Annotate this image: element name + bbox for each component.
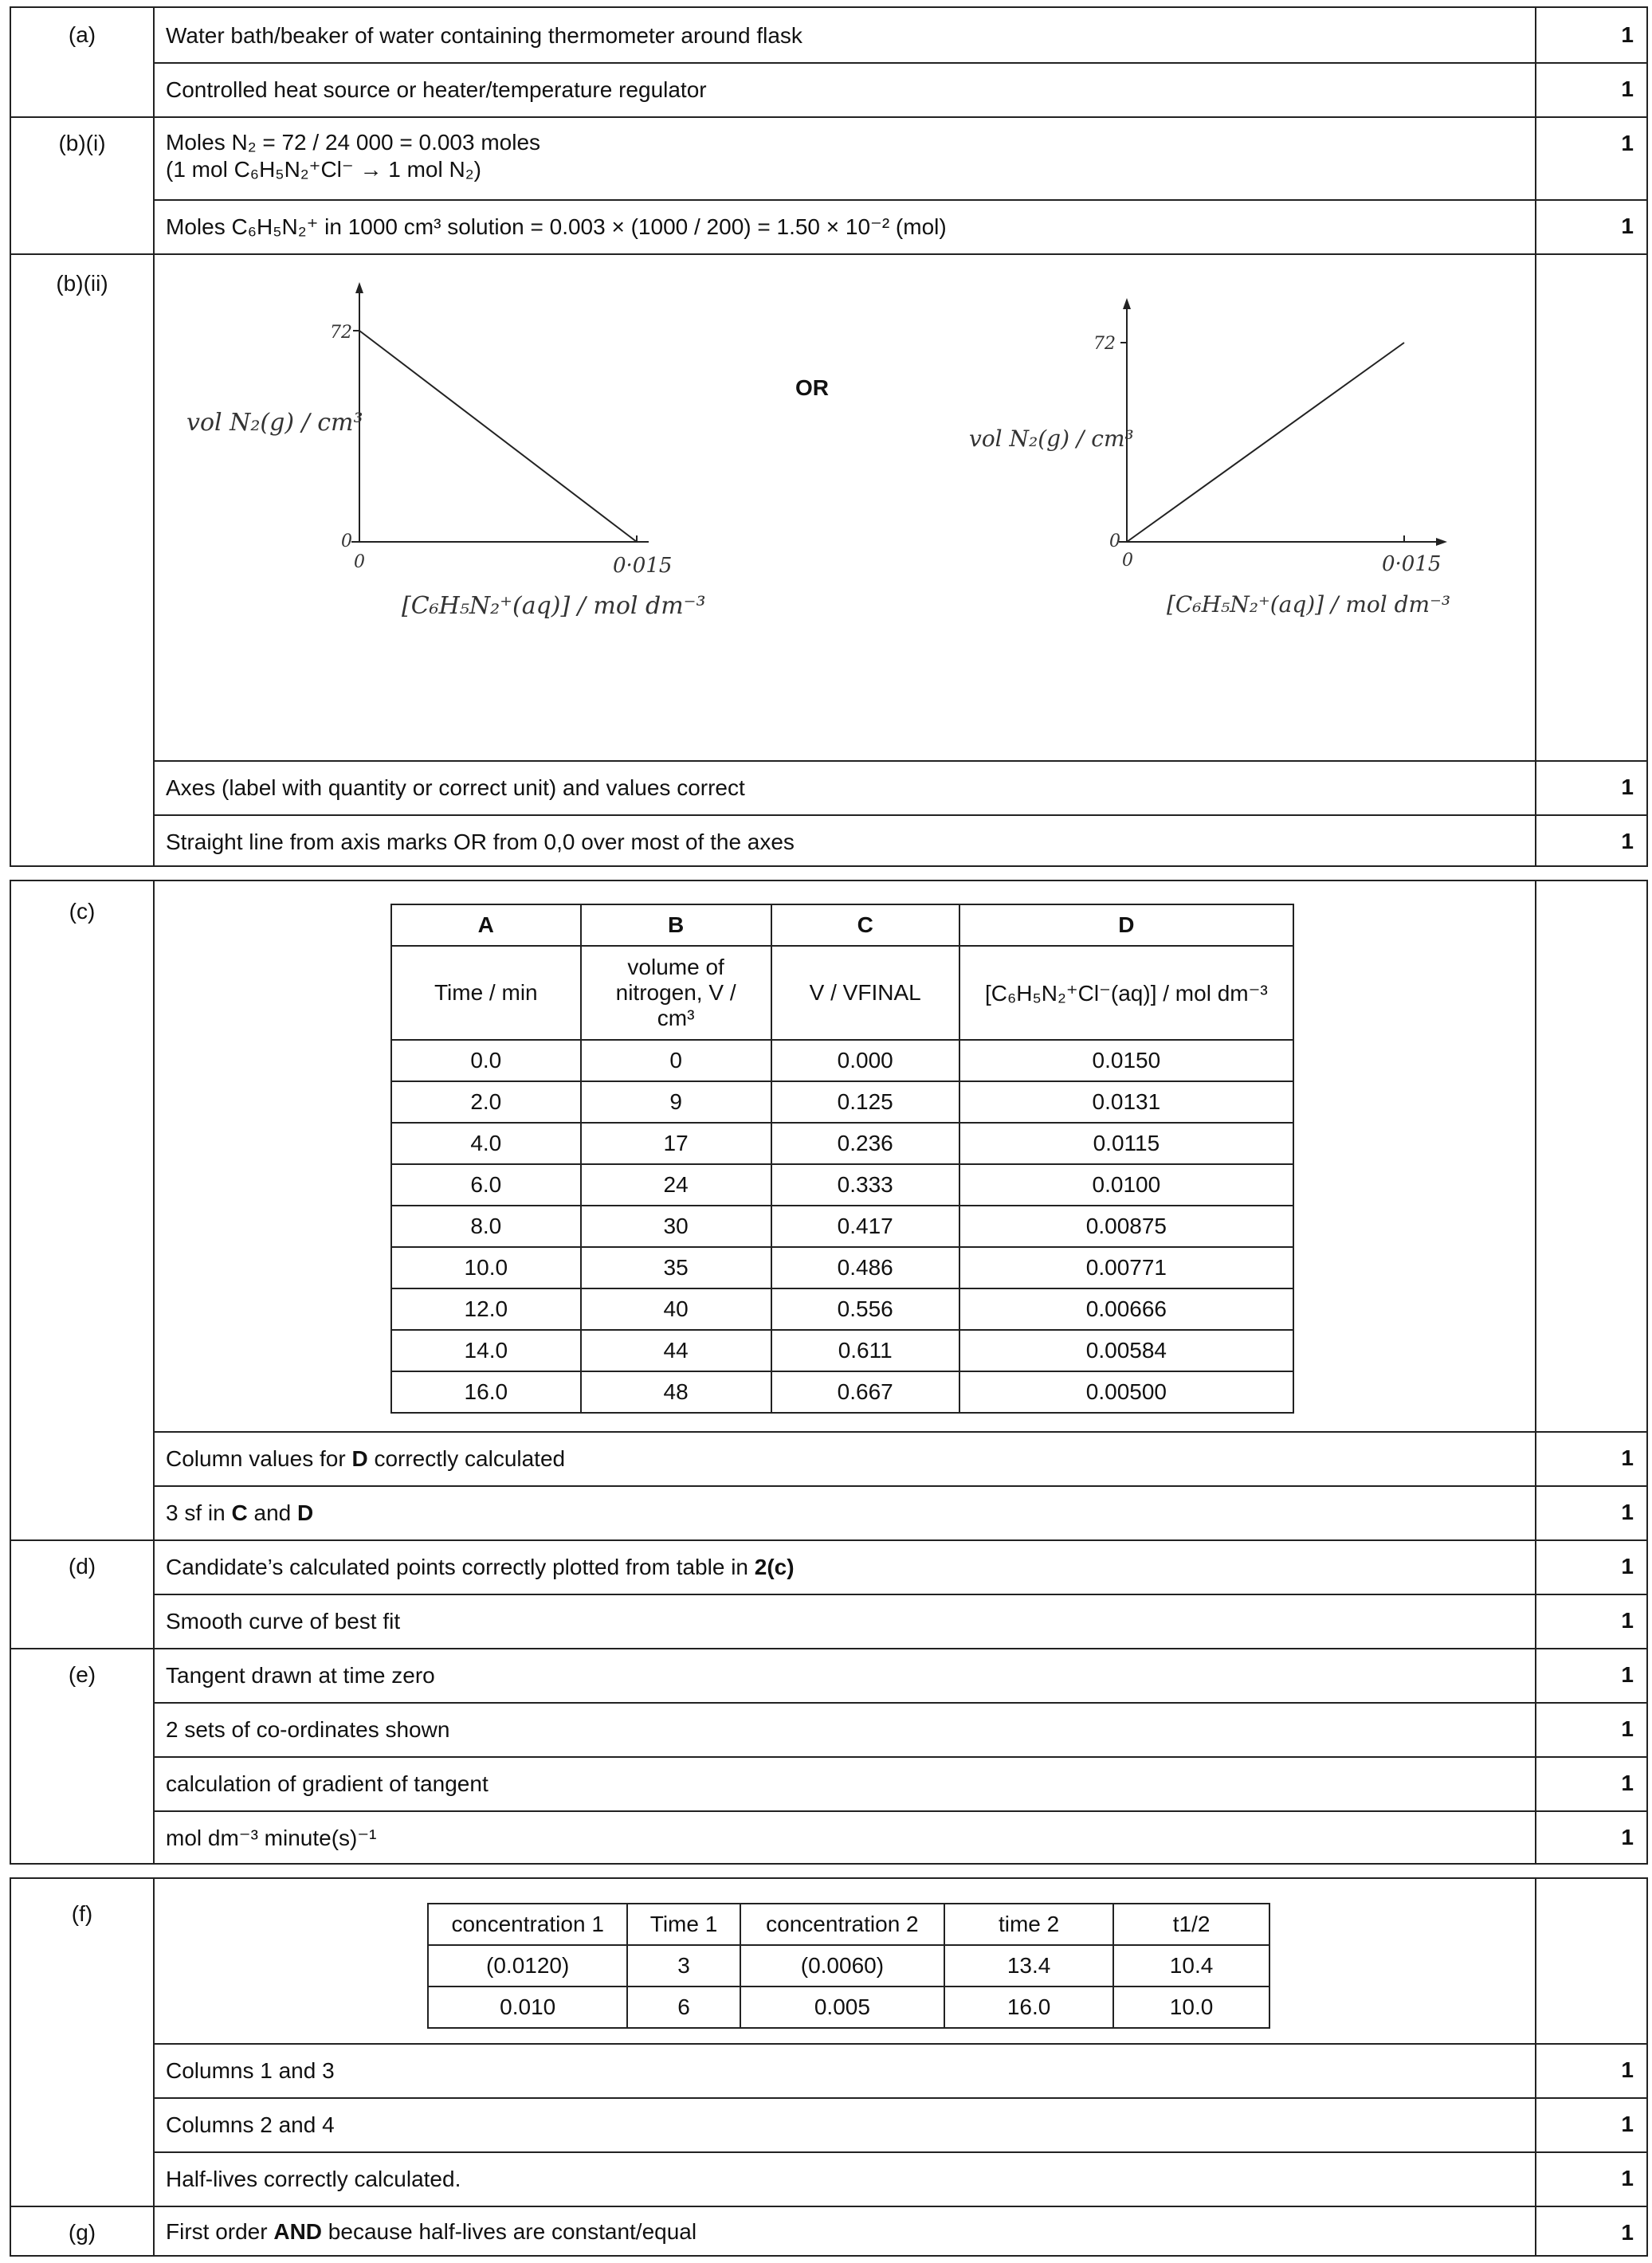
mark-value: 1 <box>1621 76 1634 101</box>
answer-part: Column values for <box>166 1446 352 1471</box>
answer-part: D <box>351 1446 368 1471</box>
table-cell: 10.0 <box>1113 1986 1269 2028</box>
answer-part: 2(c) <box>754 1555 795 1579</box>
answer-text: Columns 2 and 4 <box>166 2112 335 2137</box>
table-cell: 35 <box>581 1247 771 1288</box>
answer-part: Straight line from axis marks OR from 0,0 over most of the axes <box>166 830 795 854</box>
table-cell: 30 <box>581 1206 771 1247</box>
table-cell: 16.0 <box>391 1371 581 1413</box>
mark-value: 1 <box>1621 1771 1634 1795</box>
part-label-f: (f) <box>71 1901 93 1926</box>
answer-text: Axes (label with quantity or correct unit) and values correct <box>166 775 745 800</box>
row-divider <box>153 760 1646 762</box>
y-axis-label: vol N₂(g) / cm³ <box>186 409 363 437</box>
row-divider <box>153 2097 1646 2099</box>
table-cell: 9 <box>581 1081 771 1123</box>
table-cell: 16.0 <box>944 1986 1113 2028</box>
answer-part: correctly calculated <box>367 1446 566 1471</box>
table-cell: 0.0100 <box>959 1164 1293 1206</box>
column-divider <box>153 8 155 865</box>
table-row <box>391 1247 1293 1288</box>
section-divider <box>11 253 1646 255</box>
mark-value: 1 <box>1621 1445 1634 1470</box>
column-divider <box>153 1879 155 2255</box>
x-axis-label: [C₆H₅N₂⁺(aq)] / mol dm⁻³ <box>1167 591 1451 618</box>
column-divider <box>1535 881 1536 1863</box>
table-cell: 0.00875 <box>959 1206 1293 1247</box>
section-divider <box>11 2206 1646 2207</box>
table-cell: 17 <box>581 1123 771 1164</box>
part-label-d: (d) <box>68 1554 96 1579</box>
part-label-b-i: (b)(i) <box>58 131 106 155</box>
x-tick-label: 0·015 <box>613 554 673 578</box>
part-label-e: (e) <box>68 1662 96 1687</box>
answer-text <box>166 1445 565 1473</box>
table-cell: 6 <box>627 1986 740 2028</box>
x-origin-label: 0 <box>354 552 365 572</box>
mark-value: 1 <box>1621 1716 1634 1741</box>
table-cell: 2.0 <box>391 1081 581 1123</box>
table-cell: 24 <box>581 1164 771 1206</box>
mark-value: 1 <box>1621 2112 1634 2136</box>
table-row <box>428 1945 1269 1986</box>
answer-part: 3 sf in <box>166 1500 232 1525</box>
table-cell: 0.236 <box>771 1123 959 1164</box>
table-row <box>391 1164 1293 1206</box>
table-cell: 4.0 <box>391 1123 581 1164</box>
row-divider <box>153 62 1646 64</box>
table-cell: 0.0150 <box>959 1040 1293 1081</box>
answer-text: calculation of gradient of tangent <box>166 1771 489 1796</box>
answer-text: 2 sets of co-ordinates shown <box>166 1717 450 1742</box>
answer-text: Moles C₆H₅N₂⁺ in 1000 cm³ solution = 0.003 × (1000 / 200) = 1.50 × 10⁻² (mol) <box>166 214 947 239</box>
column-subheader: V / VFINAL <box>771 946 959 1040</box>
x-axis-label: [C₆H₅N₂⁺(aq)] / mol dm⁻³ <box>402 592 706 620</box>
row-divider <box>153 2043 1646 2045</box>
mark-value: 1 <box>1621 1662 1634 1687</box>
table-cell: 0.486 <box>771 1247 959 1288</box>
table-cell: 13.4 <box>944 1945 1113 1986</box>
table-cell: (0.0120) <box>428 1945 627 1986</box>
answer-part: Candidate’s calculated points correctly plotted from table in <box>166 1555 755 1579</box>
table-row <box>391 1206 1293 1247</box>
table-cell: (0.0060) <box>740 1945 944 1986</box>
y-tick-label: 72 <box>330 323 352 343</box>
answer-part: D <box>297 1500 314 1525</box>
table-cell: 10.0 <box>391 1247 581 1288</box>
answer-part: and <box>247 1500 297 1525</box>
table-row <box>391 1081 1293 1123</box>
column-subheader: volume of nitrogen, V / cm³ <box>581 946 771 1040</box>
answer-text: Tangent drawn at time zero <box>166 1663 435 1688</box>
answer-text <box>166 1500 313 1527</box>
section-divider <box>11 116 1646 118</box>
y-axis-label: vol N₂(g) / cm³ <box>969 426 1134 452</box>
answer-text: Smooth curve of best fit <box>166 1609 401 1634</box>
column-header: concentration 2 <box>740 1904 944 1945</box>
table-cell: 0.005 <box>740 1986 944 2028</box>
mark-value: 1 <box>1621 2220 1634 2245</box>
table-cell: 0.000 <box>771 1040 959 1081</box>
answer-text: Columns 1 and 3 <box>166 2058 335 2083</box>
answer-text: Controlled heat source or heater/temperature regulator <box>166 77 707 102</box>
row-divider <box>153 1431 1646 1433</box>
table-cell: 0.611 <box>771 1330 959 1371</box>
or-connector: OR <box>795 375 829 400</box>
row-divider <box>153 1756 1646 1758</box>
row-divider <box>153 1810 1646 1812</box>
table-cell: 12.0 <box>391 1288 581 1330</box>
table-cell: 3 <box>627 1945 740 1986</box>
table-row <box>391 1371 1293 1413</box>
column-header: D <box>959 904 1293 946</box>
mark-scheme-section-3 <box>10 1877 1648 2257</box>
row-divider <box>153 1594 1646 1595</box>
table-row <box>391 1288 1293 1330</box>
y-tick-label: 72 <box>1093 334 1116 354</box>
table-row <box>391 1330 1293 1371</box>
mark-value: 1 <box>1621 2166 1634 2190</box>
mark-value: 1 <box>1621 1554 1634 1579</box>
column-header: C <box>771 904 959 946</box>
half-life-table <box>427 1903 1270 2029</box>
table-cell: 0.417 <box>771 1206 959 1247</box>
mark-value: 1 <box>1621 131 1634 155</box>
row-divider <box>153 814 1646 816</box>
answer-text: Water bath/beaker of water containing thermometer around flask <box>166 23 802 48</box>
mark-value: 1 <box>1621 1500 1634 1524</box>
table-cell: 0.125 <box>771 1081 959 1123</box>
results-table <box>390 904 1294 1414</box>
part-label-a: (a) <box>68 22 96 47</box>
answer-text <box>166 829 795 856</box>
mark-value: 1 <box>1621 775 1634 799</box>
mark-value: 1 <box>1621 1608 1634 1633</box>
table-cell: 0.0131 <box>959 1081 1293 1123</box>
table-cell: 0 <box>581 1040 771 1081</box>
column-header: B <box>581 904 771 946</box>
column-subheader: Time / min <box>391 946 581 1040</box>
column-divider <box>1535 8 1536 865</box>
mark-value: 1 <box>1621 829 1634 853</box>
row-divider <box>153 2151 1646 2153</box>
table-cell: 0.00500 <box>959 1371 1293 1413</box>
column-header: concentration 1 <box>428 1904 627 1945</box>
column-header: Time 1 <box>627 1904 740 1945</box>
column-divider <box>153 881 155 1863</box>
table-cell: 0.010 <box>428 1986 627 2028</box>
table-cell: 48 <box>581 1371 771 1413</box>
mark-value: 1 <box>1621 22 1634 47</box>
section-divider <box>11 1648 1646 1649</box>
table-cell: 40 <box>581 1288 771 1330</box>
answer-text: Moles N₂ = 72 / 24 000 = 0.003 moles <box>166 130 541 155</box>
column-header: A <box>391 904 581 946</box>
x-origin-label: 0 <box>1122 551 1133 571</box>
sketch-graph-increasing <box>952 287 1509 622</box>
y-origin-label: 0 <box>1109 531 1120 551</box>
answer-part: AND <box>273 2219 323 2244</box>
mark-value: 1 <box>1621 214 1634 238</box>
table-cell: 0.0 <box>391 1040 581 1081</box>
x-tick-label: 0·015 <box>1382 552 1442 576</box>
answer-text <box>166 2218 697 2245</box>
answer-text: Half-lives correctly calculated. <box>166 2167 461 2191</box>
sketch-graph-decreasing <box>171 271 776 637</box>
table-cell: 6.0 <box>391 1164 581 1206</box>
answer-text: (1 mol C₆H₅N₂⁺Cl⁻ → 1 mol N₂) <box>166 157 481 182</box>
table-cell: 8.0 <box>391 1206 581 1247</box>
mark-scheme-section-2 <box>10 880 1648 1865</box>
answer-text: mol dm⁻³ minute(s)⁻¹ <box>166 1826 377 1850</box>
table-cell: 0.00666 <box>959 1288 1293 1330</box>
table-row <box>391 1040 1293 1081</box>
table-cell: 10.4 <box>1113 1945 1269 1986</box>
table-cell: 0.333 <box>771 1164 959 1206</box>
part-label-c: (c) <box>69 899 96 924</box>
row-divider <box>153 199 1646 201</box>
table-cell: 0.556 <box>771 1288 959 1330</box>
part-label-b-ii: (b)(ii) <box>56 271 108 296</box>
answer-part: because half-lives are constant/equal <box>322 2219 697 2244</box>
row-divider <box>153 1702 1646 1704</box>
table-cell: 0.00771 <box>959 1247 1293 1288</box>
section-divider <box>11 1539 1646 1541</box>
mark-value: 1 <box>1621 1825 1634 1849</box>
table-cell: 0.00584 <box>959 1330 1293 1371</box>
answer-part: C <box>231 1500 248 1525</box>
table-cell: 0.667 <box>771 1371 959 1413</box>
row-divider <box>153 1485 1646 1487</box>
table-row <box>428 1986 1269 2028</box>
answer-part: First order <box>166 2219 274 2244</box>
column-header: t1/2 <box>1113 1904 1269 1945</box>
table-cell: 14.0 <box>391 1330 581 1371</box>
table-row <box>391 1123 1293 1164</box>
y-origin-label: 0 <box>341 531 352 551</box>
mark-value: 1 <box>1621 2057 1634 2082</box>
table-cell: 44 <box>581 1330 771 1371</box>
part-label-g: (g) <box>68 2220 96 2245</box>
column-subheader: [C₆H₅N₂⁺Cl⁻(aq)] / mol dm⁻³ <box>959 946 1293 1040</box>
answer-text <box>166 1554 795 1581</box>
column-header: time 2 <box>944 1904 1113 1945</box>
column-divider <box>1535 1879 1536 2255</box>
table-cell: 0.0115 <box>959 1123 1293 1164</box>
mark-scheme-section-1 <box>10 6 1648 867</box>
